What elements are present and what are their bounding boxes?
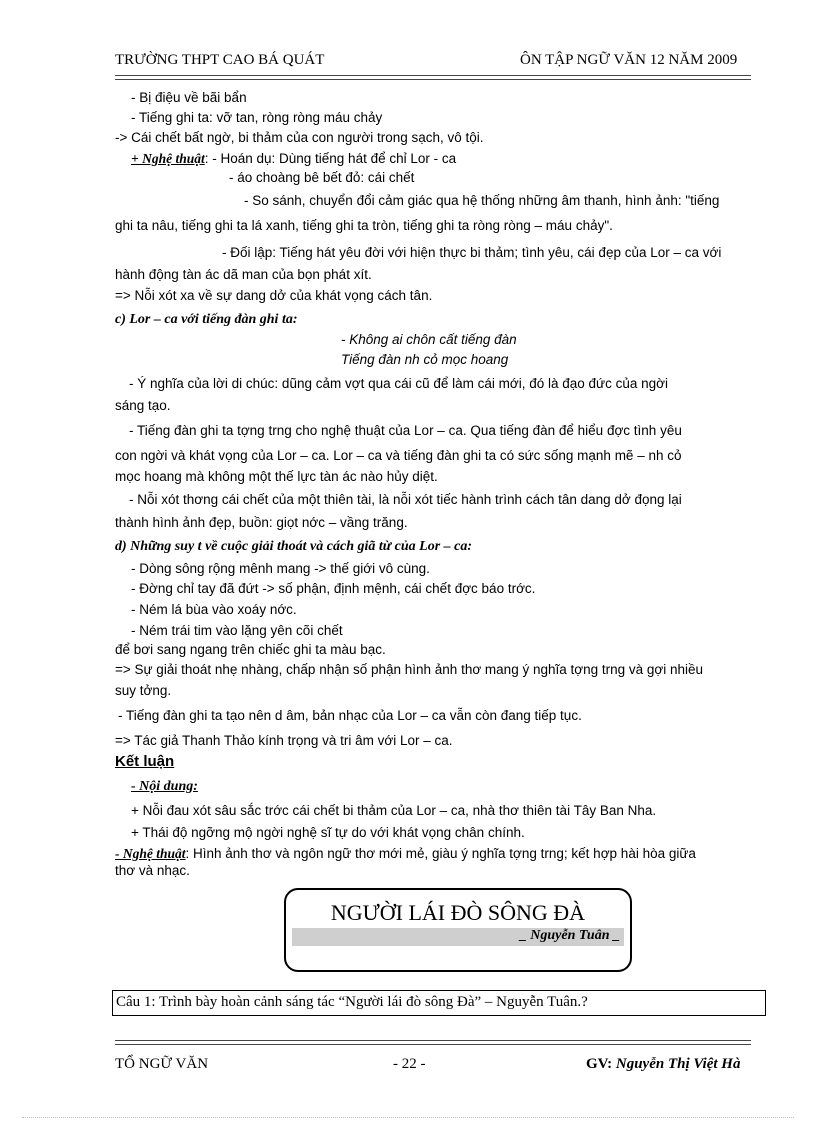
question-text: Câu 1: Trình bày hoàn cảnh sáng tác “Người lái đò sông Đà” – Nguyễn Tuân.? (116, 994, 588, 1010)
body-line: mọc hoang mà không một thế lực tàn ác nào hủy diệt. (115, 469, 438, 484)
header-subject: ÔN TẬP NGỮ VĂN 12 NĂM 2009 (520, 52, 738, 68)
body-line: - Dòng sông rộng mênh mang -> thế giới vô cùng. (131, 561, 430, 576)
footer-page-number: - 22 - (393, 1056, 426, 1072)
art-line (131, 150, 456, 168)
art-label: + Nghệ thuật (131, 151, 205, 166)
body-line: - Ném lá bùa vào xoáy nớc. (131, 602, 297, 617)
section-d-heading: d) Những suy t về cuộc giải thoát và cách giã từ của Lor – ca: (115, 539, 473, 554)
body-line: + Nỗi đau xót sâu sắc trớc cái chết bi thảm của Lor – ca, nhà thơ thiên tài Tây Ban Nha. (131, 803, 657, 818)
header-divider (115, 75, 751, 80)
body-line: - Tiếng ghi ta: vỡ tan, ròng ròng máu chảy (131, 110, 383, 125)
lesson-author: _ Nguyễn Tuân _ (519, 928, 620, 943)
poem-line: Tiếng đàn nh cỏ mọc hoang (341, 352, 509, 367)
body-line: suy tởng. (115, 683, 172, 698)
footer-divider (115, 1040, 751, 1045)
body-line: - Ném trái tim vào lặng yên cõi chết (131, 623, 343, 638)
lesson-title: NGƯỜI LÁI ĐÒ SÔNG ĐÀ (330, 900, 586, 925)
body-line: - Bị điệu về bãi bẩn (131, 90, 247, 105)
art2-line (115, 845, 696, 863)
footer-dept: TỔ NGỮ VĂN (115, 1056, 209, 1072)
body-line: -> Cái chết bất ngờ, bi thảm của con người trong sạch, vô tội. (115, 130, 484, 145)
body-line: - Tiếng đàn ghi ta tạo nên d âm, bản nhạc của Lor – ca vẫn còn đang tiếp tục. (118, 708, 582, 723)
body-line: thành hình ảnh đẹp, buồn: giọt nớc – vầng trăng. (115, 515, 408, 530)
section-c-heading: c) Lor – ca với tiếng đàn ghi ta: (115, 312, 298, 327)
body-line: để bơi sang ngang trên chiếc ghi ta màu bạc. (115, 642, 386, 657)
content-label: - Nội dung: (131, 779, 198, 794)
body-line: => Sự giải thoát nhẹ nhàng, chấp nhận số phận hình ảnh thơ mang ý nghĩa tợng trng và gợi nhiều (115, 662, 704, 677)
body-line: + Thái độ ngỡng mộ ngời nghệ sĩ tự do với khát vọng chân chính. (131, 825, 525, 840)
art2-label: - Nghệ thuật (115, 846, 186, 861)
body-line: - áo choàng bê bết đỏ: cái chết (229, 170, 415, 185)
body-line: sáng tạo. (115, 398, 171, 413)
body-line: - Đờng chỉ tay đã đứt -> số phận, định mệnh, cái chết đợc báo trớc. (131, 581, 536, 596)
body-line: thơ và nhạc. (115, 863, 190, 878)
body-line: - Đối lập: Tiếng hát yêu đời với hiện thực bi thảm; tình yêu, cái đẹp của Lor – ca với (222, 245, 722, 260)
conclusion-heading: Kết luận (115, 753, 175, 770)
body-line: - Nỗi xót thơng cái chết của một thiên tài, là nỗi xót tiếc hành trình cách tân dang dở đọng lại (129, 492, 682, 507)
page-edge (22, 1117, 794, 1118)
body-line: hành động tàn ác dã man của bọn phát xít. (115, 267, 372, 282)
question-box (112, 990, 766, 1016)
teacher-label: GV: (586, 1056, 613, 1072)
body-line: - Ý nghĩa của lời di chúc: dũng cảm vợt qua cái cũ để làm cái mới, đó là đạo đức của ngời (129, 376, 668, 391)
footer-teacher (586, 1056, 740, 1073)
body-line: - Tiếng đàn ghi ta tợng trng cho nghệ thuật của Lor – ca. Qua tiếng đàn để hiểu đợc tình yêu (129, 423, 682, 438)
teacher-name: Nguyễn Thị Việt Hà (615, 1056, 741, 1072)
lesson-title-box (284, 888, 632, 972)
body-line: => Tác giả Thanh Thảo kính trọng và tri âm với Lor – ca. (115, 733, 453, 748)
body-line: => Nỗi xót xa về sự dang dở của khát vọng cách tân. (115, 288, 433, 303)
header-school: TRƯỜNG THPT CAO BÁ QUÁT (115, 52, 325, 68)
body-line: - So sánh, chuyển đổi cảm giác qua hệ thống những âm thanh, hình ảnh: "tiếng (244, 193, 720, 208)
poem-line: - Không ai chôn cất tiếng đàn (341, 332, 517, 347)
art-text: : - Hoán dụ: Dùng tiếng hát để chỉ Lor - ca (204, 151, 457, 166)
body-line: ghi ta nâu, tiếng ghi ta lá xanh, tiếng ghi ta tròn, tiếng ghi ta ròng ròng – máu chảy". (115, 218, 613, 233)
body-line: con ngời và khát vọng của Lor – ca. Lor – ca và tiếng đàn ghi ta có sức sống mạnh mẽ – nh cỏ (115, 448, 682, 463)
art2-text: : Hình ảnh thơ và ngôn ngữ thơ mới mẻ, giàu ý nghĩa tợng trng; kết hợp hài hòa giữa (185, 846, 696, 861)
